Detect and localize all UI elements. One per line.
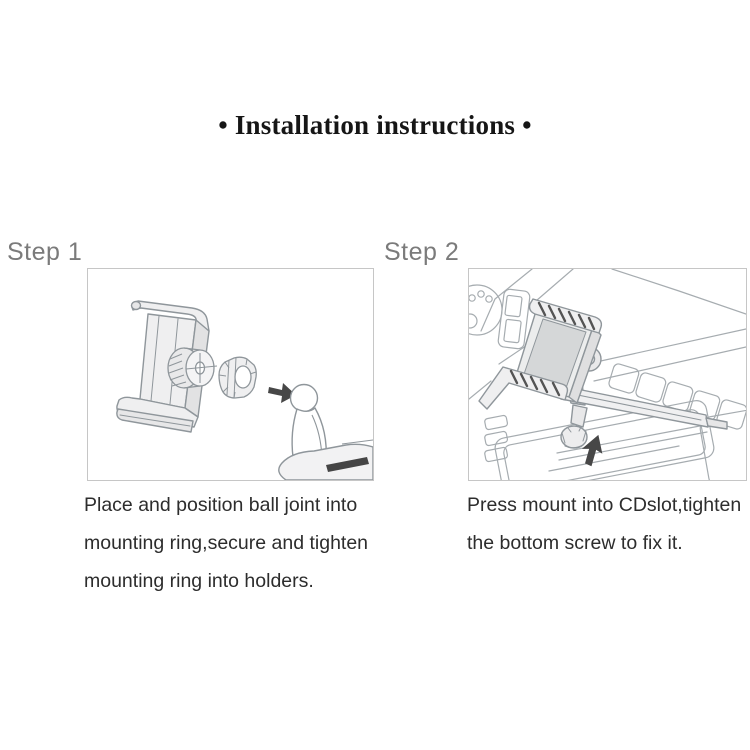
caption-line: mounting ring,secure and tighten (84, 532, 369, 554)
mounting-ring-drawing (219, 357, 256, 398)
step-2-illustration (469, 269, 746, 480)
page-title: • Installation instructions • (218, 110, 532, 140)
caption-line: Place and position ball joint into (84, 494, 358, 516)
caption-line: Press mount into CDslot,tighten (467, 494, 742, 516)
cd-slot-mount-drawing (479, 299, 727, 468)
air-vent-drawing (498, 289, 531, 350)
ball-joint-arm-drawing (279, 385, 373, 481)
step-1-illustration (88, 269, 373, 480)
step-1-label: Step 1 (7, 238, 83, 266)
step-2-label: Step 2 (384, 238, 460, 266)
threaded-boss-drawing (168, 348, 217, 388)
step-1-caption (84, 486, 368, 600)
step-1-figure (87, 268, 374, 481)
caption-line: the bottom screw to fix it. (467, 532, 683, 554)
caption-line: mounting ring into holders. (84, 570, 314, 592)
step-2-caption (467, 486, 741, 562)
step-2-figure (468, 268, 747, 481)
